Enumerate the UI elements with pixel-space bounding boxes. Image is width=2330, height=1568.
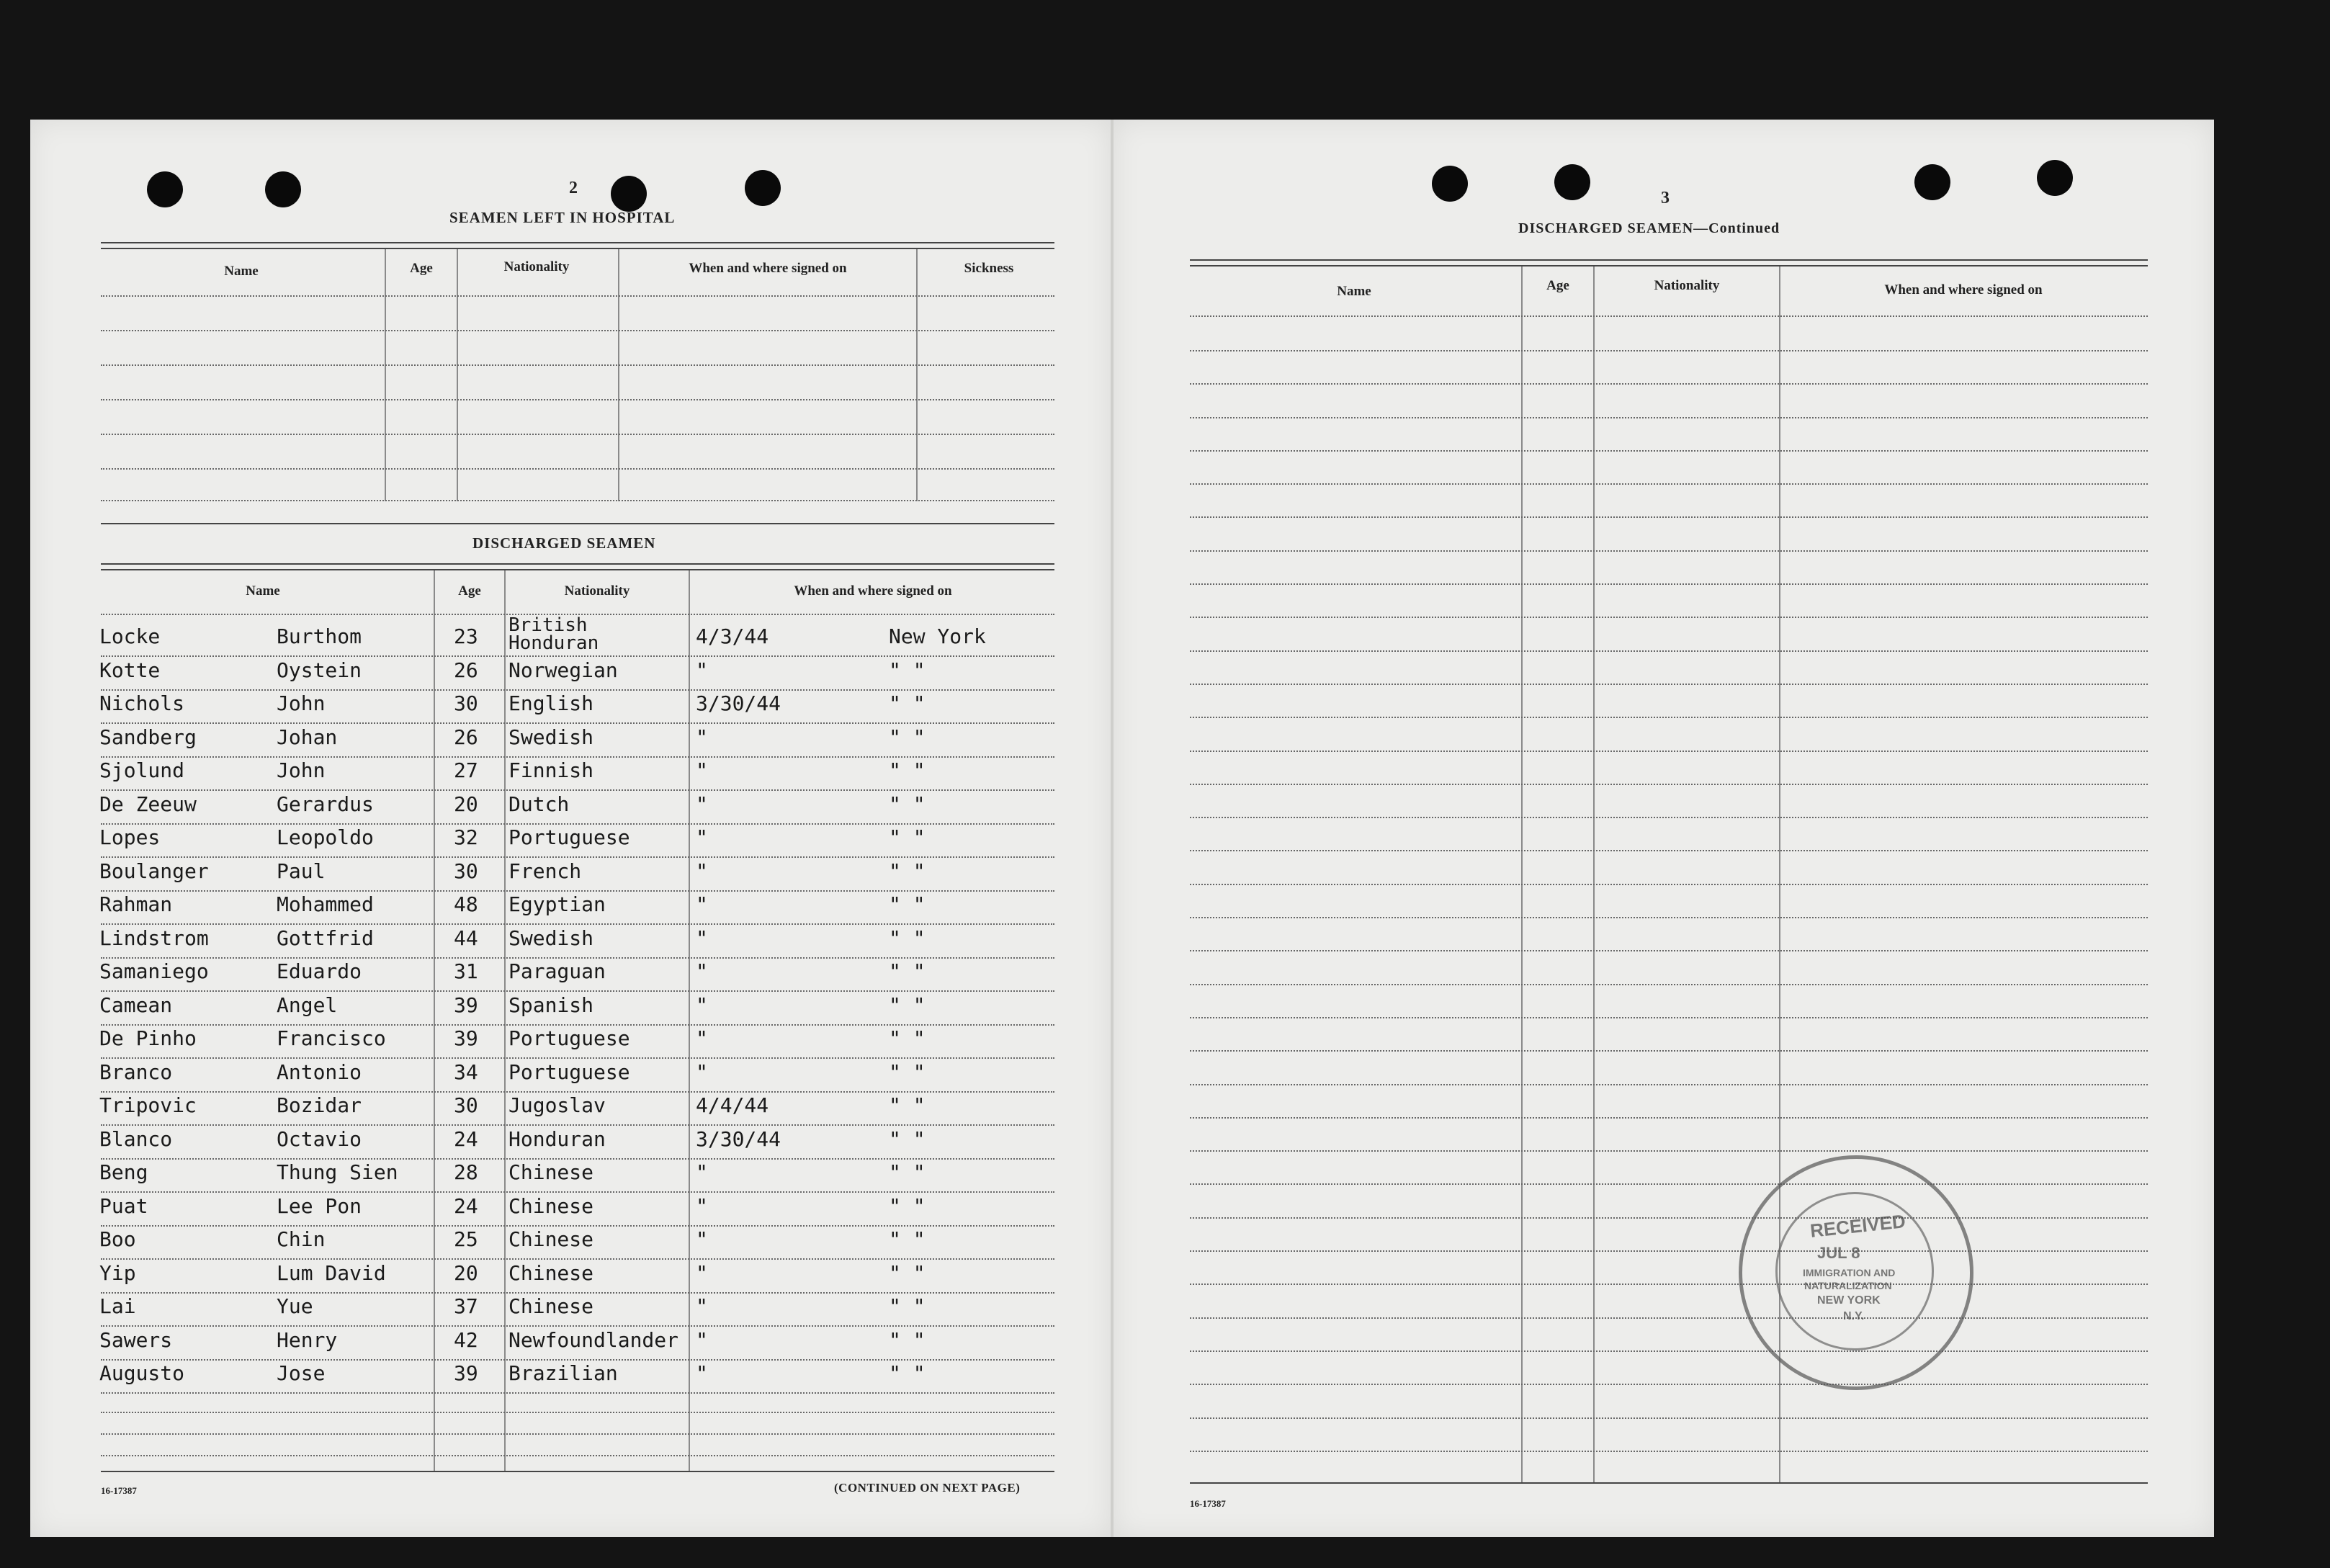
ruled-line [1190,1150,2148,1152]
signed-on-place: " " [889,825,926,849]
signed-on-place: " " [889,658,926,682]
ruled-line [1190,1384,2148,1385]
seaman-given-name: Chin [277,1227,326,1251]
signed-on-date: 3/30/44 [696,691,781,715]
ruled-line [101,1225,1054,1227]
signed-on-place: " " [889,758,926,782]
rule [101,563,1054,565]
column-divider [385,249,386,501]
binder-hole [2037,160,2073,196]
signed-on-date: " [696,725,708,749]
signed-on-place: " " [889,1294,926,1318]
ruled-line [1190,617,2148,618]
seaman-given-name: Francisco [277,1026,386,1050]
column-header-name: Name [224,264,259,279]
seaman-given-name: Antonio [277,1060,362,1084]
ruled-line [101,789,1054,791]
ruled-line [1190,417,2148,418]
column-header-age: Age [410,261,433,276]
seaman-surname: Augusto [99,1361,185,1385]
right-page [1114,120,2214,1537]
ruled-line [101,1433,1054,1435]
seaman-age: 39 [454,1026,478,1050]
stamp-date: JUL 8 [1817,1244,1860,1262]
ruled-line [101,1325,1054,1327]
ruled-line [101,364,1054,366]
ruled-line [101,399,1054,400]
seaman-age: 42 [454,1328,478,1352]
ruled-line [1190,1317,2148,1319]
seaman-surname: Lopes [99,825,161,849]
signed-on-date: " [696,959,708,983]
seaman-given-name: Mohammed [277,892,374,916]
ruled-line [101,295,1054,297]
seaman-surname: Samaniego [99,959,209,983]
signed-on-date: " [696,758,708,782]
column-header-when-where: When and where signed on [794,583,952,599]
seaman-nationality: Newfoundlander [508,1328,679,1352]
seaman-nationality: Paraguan [508,959,606,983]
column-divider [1521,266,1523,1484]
ruled-line [1190,1084,2148,1085]
hospital-section-title: SEAMEN LEFT IN HOSPITAL [449,209,676,226]
seaman-surname: Tripovic [99,1093,197,1117]
ruled-line [1190,483,2148,485]
seaman-given-name: Johan [277,725,338,749]
seaman-surname: Sjolund [99,758,185,782]
seaman-surname: De Pinho [99,1026,197,1050]
column-header-when-where: When and where signed on [689,261,847,276]
signed-on-date: " [696,1194,708,1218]
ruled-line [101,722,1054,724]
ruled-line [1190,1183,2148,1185]
seaman-nationality: Chinese [508,1160,594,1184]
seaman-surname: Locke [99,624,161,648]
signed-on-date: 3/30/44 [696,1127,781,1151]
ruled-line [1190,984,2148,985]
ruled-line [101,330,1054,331]
ruled-line [1190,1017,2148,1018]
ruled-line [101,923,1054,925]
seaman-age: 30 [454,1093,478,1117]
ruled-line [1190,850,2148,851]
signed-on-date: " [696,892,708,916]
ruled-line [1190,751,2148,752]
ruled-line [101,1091,1054,1093]
rule [1190,1482,2148,1484]
rule [101,1471,1054,1472]
seaman-nationality: Swedish [508,725,594,749]
signed-on-place: " " [889,1127,926,1151]
seaman-given-name: Gottfrid [277,926,374,950]
seaman-given-name: Octavio [277,1127,362,1151]
signed-on-date: " [696,1294,708,1318]
seaman-nationality: Portuguese [508,1060,630,1084]
discharged-section-title: DISCHARGED SEAMEN [472,534,656,552]
seaman-age: 32 [454,825,478,849]
signed-on-date: " [696,1160,708,1184]
seaman-surname: Yip [99,1261,136,1285]
signed-on-date: " [696,1328,708,1352]
seaman-given-name: John [277,691,326,715]
signed-on-date: " [696,1026,708,1050]
ruled-line [1190,950,2148,951]
seaman-surname: Lindstrom [99,926,209,950]
ruled-line [1190,884,2148,885]
seaman-surname: Blanco [99,1127,173,1151]
seaman-nationality: Portuguese [508,825,630,849]
signed-on-place: " " [889,1026,926,1050]
rule [101,242,1054,243]
ruled-line [101,434,1054,435]
seaman-nationality: Jugoslav [508,1093,606,1117]
seaman-nationality: Egyptian [508,892,606,916]
binder-hole [745,170,781,206]
seaman-age: 26 [454,658,478,682]
signed-on-date: " [696,1227,708,1251]
seaman-nationality: British Honduran [508,614,599,654]
seaman-age: 24 [454,1194,478,1218]
ruled-line [1190,1217,2148,1219]
ruled-line [1190,1451,2148,1452]
signed-on-place: " " [889,892,926,916]
seaman-age: 26 [454,725,478,749]
ruled-line [1190,784,2148,785]
ruled-line [1190,516,2148,518]
binder-hole [265,171,301,207]
ruled-line [1190,1350,2148,1352]
seaman-given-name: Paul [277,859,326,883]
binder-hole [611,176,647,212]
signed-on-date: " [696,792,708,816]
column-header-age: Age [458,583,481,599]
ruled-line [101,890,1054,892]
seaman-age: 24 [454,1127,478,1151]
seaman-surname: Beng [99,1160,148,1184]
stamp-line5: NEW YORK [1817,1294,1881,1307]
seaman-age: 20 [454,792,478,816]
seaman-nationality: Finnish [508,758,594,782]
ruled-line [101,1191,1054,1193]
seaman-nationality: Chinese [508,1194,594,1218]
seaman-given-name: John [277,758,326,782]
signed-on-place: " " [889,1093,926,1117]
ruled-line [1190,450,2148,452]
column-header-when-where: When and where signed on [1884,282,2043,297]
signed-on-place: New York [889,624,986,648]
ruled-line [101,957,1054,959]
stamp-received: RECEIVED [1809,1210,1907,1242]
signed-on-date: " [696,658,708,682]
page-number: 2 [569,179,578,197]
seaman-given-name: Yue [277,1294,313,1318]
seaman-surname: Kotte [99,658,161,682]
seaman-given-name: Jose [277,1361,326,1385]
ruled-line [101,689,1054,691]
ruled-line [1190,350,2148,351]
seaman-age: 31 [454,959,478,983]
column-header-name: Name [1337,284,1371,299]
signed-on-date: " [696,926,708,950]
ruled-line [1190,1117,2148,1119]
ruled-line [101,1024,1054,1026]
ruled-line [1190,1250,2148,1252]
seaman-nationality: Swedish [508,926,594,950]
seaman-surname: Nichols [99,691,185,715]
seaman-age: 25 [454,1227,478,1251]
seaman-nationality: Dutch [508,792,570,816]
seaman-given-name: Leopoldo [277,825,374,849]
seaman-age: 28 [454,1160,478,1184]
stamp-line3: IMMIGRATION AND [1803,1267,1896,1278]
ruled-line [101,1258,1054,1260]
signed-on-date: " [696,1361,708,1385]
seaman-nationality: French [508,859,582,883]
seaman-age: 30 [454,691,478,715]
ruled-line [101,500,1054,501]
rule [101,248,1054,249]
column-divider [618,249,619,501]
signed-on-place: " " [889,1160,926,1184]
ruled-line [101,1412,1054,1413]
ruled-line [101,1359,1054,1361]
page-number: 3 [1661,189,1670,207]
column-divider [916,249,918,501]
binder-hole [1432,166,1468,202]
ruled-line [101,856,1054,858]
binder-hole [147,171,183,207]
seaman-age: 27 [454,758,478,782]
seaman-given-name: Thung Sien [277,1160,398,1184]
seaman-age: 34 [454,1060,478,1084]
ruled-line [1190,817,2148,818]
ruled-line [1190,1417,2148,1419]
seaman-surname: Lai [99,1294,136,1318]
seaman-nationality: Spanish [508,993,594,1017]
seaman-surname: Sawers [99,1328,173,1352]
rule [101,523,1054,524]
seaman-age: 48 [454,892,478,916]
seaman-surname: Boulanger [99,859,209,883]
signed-on-place: " " [889,1361,926,1385]
ruled-line [101,756,1054,758]
signed-on-place: " " [889,959,926,983]
seaman-given-name: Henry [277,1328,338,1352]
seaman-nationality: Brazilian [508,1361,618,1385]
ruled-line [1190,1283,2148,1285]
column-header-age: Age [1546,278,1569,293]
seaman-given-name: Burthom [277,624,362,648]
seaman-surname: Rahman [99,892,173,916]
column-header-nationality: Nationality [1654,278,1720,293]
column-header-sickness: Sickness [964,261,1014,276]
signed-on-date: 4/4/44 [696,1093,769,1117]
ruled-line [1190,583,2148,585]
seaman-given-name: Gerardus [277,792,374,816]
right-section-title: DISCHARGED SEAMEN—Continued [1518,220,1780,236]
ruled-line [1190,1050,2148,1052]
seaman-nationality: Portuguese [508,1026,630,1050]
seaman-surname: Branco [99,1060,173,1084]
ruled-line [1190,315,2148,317]
column-header-nationality: Nationality [503,259,570,274]
ruled-line [1190,650,2148,652]
ruled-line [101,655,1054,657]
form-number: 16-17387 [101,1485,137,1496]
seaman-nationality: English [508,691,594,715]
column-divider [1593,266,1595,1484]
signed-on-place: " " [889,1060,926,1084]
seaman-surname: Camean [99,993,173,1017]
seaman-nationality: Chinese [508,1227,594,1251]
seaman-age: 39 [454,993,478,1017]
seaman-nationality: Honduran [508,1127,606,1151]
signed-on-date: " [696,825,708,849]
column-header-name: Name [246,583,280,599]
ruled-line [1190,684,2148,685]
seaman-age: 30 [454,859,478,883]
seaman-age: 23 [454,624,478,648]
signed-on-place: " " [889,859,926,883]
signed-on-place: " " [889,1194,926,1218]
stamp-line6: N.Y. [1843,1310,1865,1322]
form-number: 16-17387 [1190,1498,1226,1509]
binder-hole [1554,164,1590,200]
ruled-line [1190,550,2148,552]
signed-on-place: " " [889,725,926,749]
ruled-line [101,1292,1054,1294]
ruled-line [101,1158,1054,1160]
ruled-line [101,1124,1054,1126]
column-divider [689,570,690,1471]
signed-on-date: 4/3/44 [696,624,769,648]
seaman-age: 39 [454,1361,478,1385]
column-divider [457,249,458,501]
seaman-age: 20 [454,1261,478,1285]
continued-note: (CONTINUED ON NEXT PAGE) [834,1481,1021,1495]
signed-on-date: " [696,1261,708,1285]
ruled-line [1190,383,2148,385]
column-divider [434,570,435,1471]
signed-on-place: " " [889,792,926,816]
rule [101,569,1054,570]
seaman-nationality: Norwegian [508,658,618,682]
ruled-line [101,1057,1054,1059]
signed-on-place: " " [889,1261,926,1285]
ruled-line [101,468,1054,470]
ruled-line [101,823,1054,825]
signed-on-date: " [696,993,708,1017]
seaman-given-name: Eduardo [277,959,362,983]
seaman-given-name: Bozidar [277,1093,362,1117]
signed-on-date: " [696,859,708,883]
seaman-surname: Puat [99,1194,148,1218]
column-divider [504,570,506,1471]
column-header-nationality: Nationality [564,583,630,599]
seaman-surname: Sandberg [99,725,197,749]
seaman-given-name: Angel [277,993,338,1017]
binder-hole [1914,164,1950,200]
seaman-surname: De Zeeuw [99,792,197,816]
seaman-age: 37 [454,1294,478,1318]
signed-on-place: " " [889,691,926,715]
signed-on-place: " " [889,993,926,1017]
seaman-nationality: Chinese [508,1294,594,1318]
seaman-given-name: Oystein [277,658,362,682]
signed-on-place: " " [889,926,926,950]
signed-on-place: " " [889,1328,926,1352]
seaman-nationality: Chinese [508,1261,594,1285]
stamp-line4: NATURALIZATION [1804,1280,1892,1291]
ruled-line [1190,917,2148,918]
rule [1190,265,2148,266]
seaman-age: 44 [454,926,478,950]
ruled-line [101,1455,1054,1456]
ruled-line [101,1392,1054,1394]
signed-on-place: " " [889,1227,926,1251]
rule [1190,259,2148,261]
ruled-line [101,990,1054,992]
received-stamp [1739,1155,1973,1390]
signed-on-date: " [696,1060,708,1084]
seaman-given-name: Lee Pon [277,1194,362,1218]
seaman-given-name: Lum David [277,1261,386,1285]
page-fold [1111,120,1114,1537]
ruled-line [1190,717,2148,718]
seaman-surname: Boo [99,1227,136,1251]
